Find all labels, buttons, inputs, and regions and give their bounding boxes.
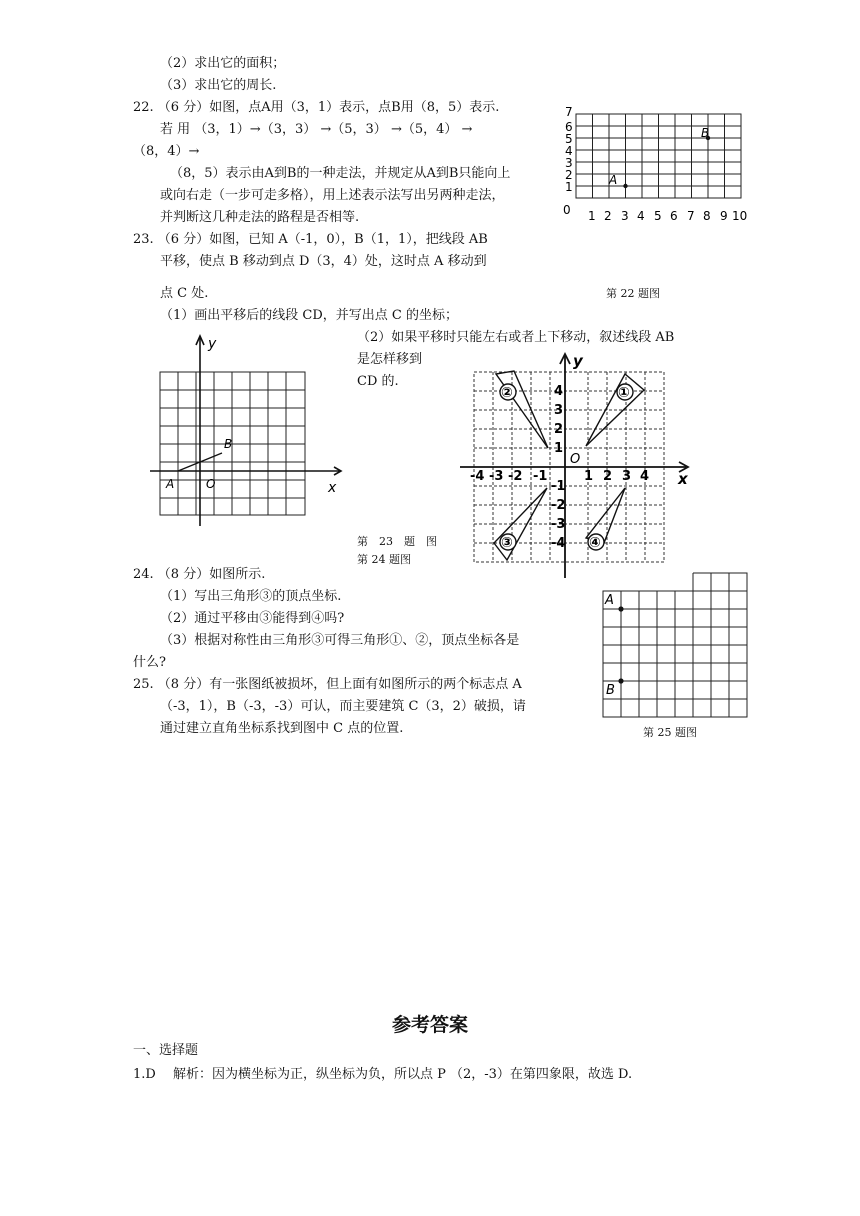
text-line: 并判断这几种走法的路程是否相等. bbox=[160, 210, 360, 225]
figure-23-grid bbox=[148, 330, 353, 530]
point-a bbox=[618, 606, 623, 611]
tick-y-4: 4 bbox=[554, 384, 564, 399]
text-line: （8，5）表示由A到B的一种走法，并规定从A到B只能向上 bbox=[170, 166, 511, 181]
tick-y-neg2: -2 bbox=[551, 498, 566, 513]
text-line: （3）根据对称性由三角形③可得三角形①、②，顶点坐标各是 bbox=[160, 633, 520, 648]
tick-y-2: 2 bbox=[554, 422, 564, 437]
point-b bbox=[618, 678, 623, 683]
triangle-3-label: ③ bbox=[501, 535, 513, 551]
question-25-heading: 25. （8 分）有一张图纸被损坏，但上面有如图所示的两个标志点 A bbox=[133, 677, 522, 692]
figure-23-caption: 第 23 题 图 bbox=[357, 535, 437, 548]
axis-x-label: x bbox=[678, 470, 688, 488]
tick-x-1: 1 bbox=[584, 469, 594, 484]
answers-heading: 参考答案 bbox=[391, 1014, 468, 1036]
question-22-heading: 22. （6 分）如图，点A用（3，1）表示，点B用（8，5）表示. bbox=[133, 100, 500, 115]
tick-x1: 1 bbox=[588, 209, 596, 223]
tick-y1: 1 bbox=[565, 180, 573, 194]
point-a bbox=[623, 184, 627, 188]
answers-section: 一、选择题 bbox=[133, 1043, 199, 1058]
tick-x10: 10 bbox=[732, 209, 748, 223]
label-b: B bbox=[701, 126, 710, 140]
tick-x5: 5 bbox=[654, 209, 662, 223]
text-line: 是怎样移到 bbox=[357, 352, 423, 367]
text-line: 通过建立直角坐标系找到图中 C 点的位置. bbox=[160, 721, 404, 736]
tick-y7: 7 bbox=[565, 105, 573, 119]
text-line: （3）求出它的周长. bbox=[160, 78, 277, 93]
text-line: （2）通过平移由③能得到④吗? bbox=[160, 611, 345, 626]
origin-label: O bbox=[570, 452, 581, 467]
origin-label: O bbox=[206, 477, 216, 491]
text-line: 平移，使点 B 移动到点 D（3，4）处，这时点 A 移动到 bbox=[160, 254, 487, 269]
text-line: （2）如果平移时只能左右或者上下移动，叙述线段 AB bbox=[357, 330, 675, 345]
tick-y2: 2 bbox=[565, 168, 573, 182]
tick-y4: 4 bbox=[565, 144, 573, 158]
tick-x2: 2 bbox=[604, 209, 612, 223]
text-line: （1）画出平移后的线段 CD，并写出点 C 的坐标； bbox=[160, 308, 458, 323]
tick-x-neg3: -3 bbox=[489, 469, 504, 484]
label-b: B bbox=[606, 683, 615, 698]
text-line: 若 用 （3，1）→（3，3） →（5，3） →（5，4） → bbox=[160, 122, 473, 137]
text-line: 或向右走（一步可走多格），用上述表示法写出另两种走法， bbox=[160, 188, 505, 203]
tick-x-neg4: -4 bbox=[470, 469, 485, 484]
text-line: 点 C 处. bbox=[160, 286, 209, 301]
figure-24-caption: 第 24 题图 bbox=[357, 553, 411, 566]
tick-y3: 3 bbox=[565, 156, 573, 170]
text-line: 什么? bbox=[133, 655, 166, 670]
tick-x-2: 2 bbox=[603, 469, 613, 484]
figure-24-coordinate-plane bbox=[460, 350, 695, 580]
tick-y5: 5 bbox=[565, 132, 573, 146]
tick-y-neg1: -1 bbox=[551, 479, 566, 494]
tick-x3: 3 bbox=[621, 209, 629, 223]
text-line: （8，4）→ bbox=[133, 144, 200, 159]
axis-x-label: x bbox=[328, 480, 337, 496]
figure-22-caption: 第 22 题图 bbox=[606, 287, 660, 300]
tick-x-4: 4 bbox=[640, 469, 650, 484]
axis-y-label: y bbox=[573, 352, 583, 370]
text-line: （2）求出它的面积； bbox=[160, 56, 286, 71]
tick-x-neg2: -2 bbox=[508, 469, 523, 484]
tick-x0: 0 bbox=[563, 203, 571, 217]
tick-y-neg4: -4 bbox=[551, 536, 566, 551]
label-a: A bbox=[605, 593, 614, 608]
tick-y-3: 3 bbox=[554, 403, 564, 418]
tick-x9: 9 bbox=[720, 209, 728, 223]
figure-22-grid bbox=[556, 104, 756, 229]
question-24-heading: 24. （8 分）如图所示. bbox=[133, 567, 266, 582]
text-line: CD 的. bbox=[357, 374, 399, 389]
answer-1: 1.D 解析：因为横坐标为正，纵坐标为负，所以点 P （2，-3）在第四象限，故选 D. bbox=[133, 1067, 633, 1082]
triangle-2-label: ② bbox=[501, 385, 513, 401]
question-23-heading: 23. （6 分）如图，已知 A（-1，0），B（1，1），把线段 AB bbox=[133, 232, 488, 247]
label-a: A bbox=[609, 173, 618, 187]
tick-y-1: 1 bbox=[554, 441, 564, 456]
tick-x-neg1: -1 bbox=[533, 469, 548, 484]
figure-25-grid bbox=[600, 570, 750, 720]
text-line: （1）写出三角形③的顶点坐标. bbox=[160, 589, 342, 604]
triangle-1-label: ① bbox=[618, 385, 630, 401]
tick-x6: 6 bbox=[670, 209, 678, 223]
triangle-4-label: ④ bbox=[589, 535, 601, 551]
tick-x4: 4 bbox=[637, 209, 645, 223]
text-line: （-3，1），B（-3，-3）可认，而主要建筑 C（3，2）破损，请 bbox=[160, 699, 526, 714]
tick-x-3: 3 bbox=[622, 469, 632, 484]
tick-x7: 7 bbox=[687, 209, 695, 223]
tick-x8: 8 bbox=[703, 209, 711, 223]
tick-y-neg3: -3 bbox=[551, 517, 566, 532]
figure-25-caption: 第 25 题图 bbox=[643, 726, 697, 739]
tick-y6: 6 bbox=[565, 120, 573, 134]
label-a: A bbox=[166, 477, 175, 491]
label-b: B bbox=[224, 437, 233, 451]
axis-y-label: y bbox=[208, 336, 217, 352]
